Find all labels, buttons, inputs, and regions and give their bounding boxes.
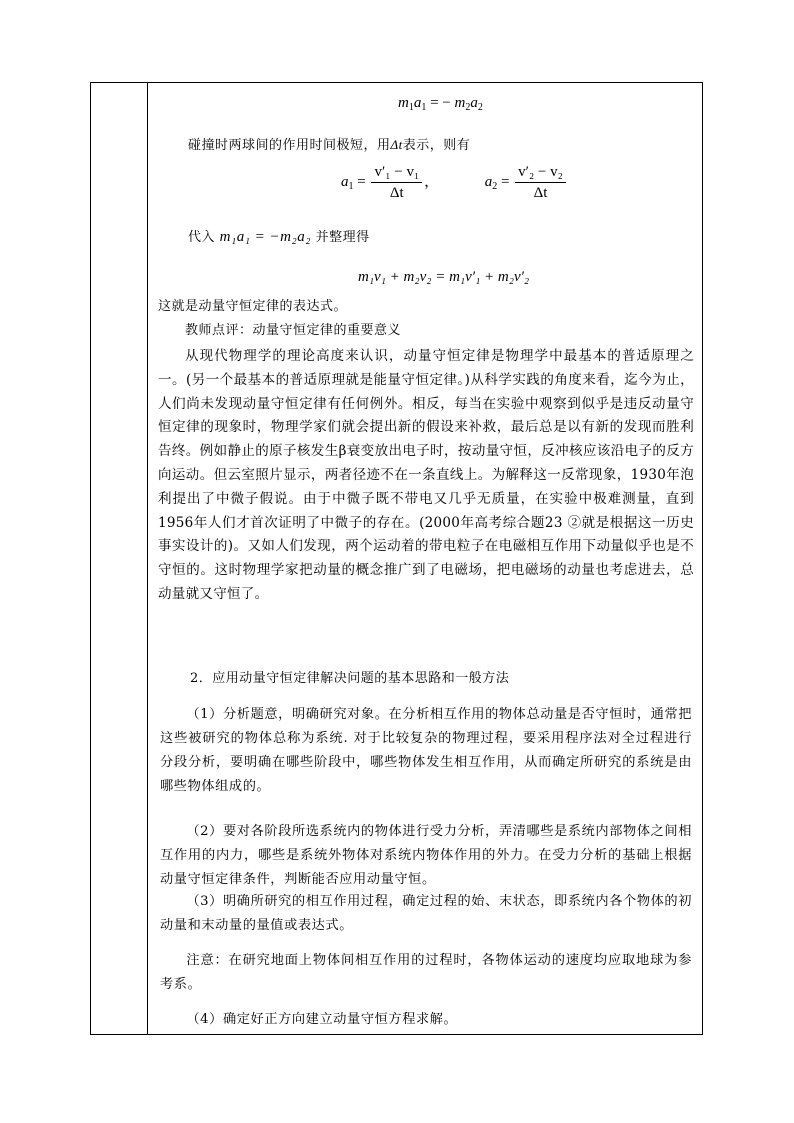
table-frame xyxy=(90,82,703,1035)
equation-momentum-conservation: m₁v₁ + m₂v₂ = m₁v′₁ + m₂v′₂ xyxy=(358,269,530,285)
fraction-a2: $\frac{\text{v′₂ − v₂}}{\Delta t}$ xyxy=(515,163,566,202)
table-content-cell xyxy=(148,83,702,1034)
table-left-column xyxy=(91,83,148,1034)
teacher-comment-heading: 教师点评：动量守恒定律的重要意义 xyxy=(185,323,402,338)
equation-m1a1-eq-neg-m2a2: $m_1a_1$ = − $m_2a_2$ xyxy=(398,95,483,113)
step-2-paragraph: （2）要对各阶段所选系统内的物体进行受力分析，弄清哪些是系统内部物体之间相互作用的内力，哪些是系统外物体对系统内物体作用的外力。在受力分析的基础上根据动量守恒定律条件，判断能否应用动量守恒。 xyxy=(160,824,692,887)
step-1-paragraph: （1）分析题意，明确研究对象。在分析相互作用的物体总动量是否守恒时，通常把这些被研究的物体总称为系统. 对于比较复杂的物理过程，要采用程序法对全过程进行分段分析，要明确在哪些阶段中，哪些物体发生相互作用，从而确定所研究的系统是由哪些物体组成的。 xyxy=(160,707,692,794)
section-2-title: 2．应用动量守恒定律解决问题的基本思路和一般方法 xyxy=(190,671,510,686)
substitute-sentence: 代入 m₁a₁ = −m₂a₂ 并整理得 xyxy=(188,229,370,245)
equation-accelerations: $a_1$ = $\frac{\text{v′₁ − v₁}}{\Delta t}$ ， $a_2$ = $\frac{\text{v′₂ − v₂}}{\Delta t}$ xyxy=(341,163,568,202)
collision-sentence: 碰撞时两球间的作用时间极短，用Δt表示，则有 xyxy=(188,137,471,153)
step-4-paragraph: （4）确定好正方向建立动量守恒方程求解。 xyxy=(186,1012,458,1027)
fraction-a1: $\frac{\text{v′₁ − v₁}}{\Delta t}$ xyxy=(371,163,422,202)
paragraph-significance: 从现代物理学的理论高度来认识，动量守恒定律是物理学中最基本的普适原理之一。(另一个最基本的普适原理就是能量守恒定律。)从科学实践的角度来看，迄今为止，人们尚未发现动量守恒定律有任何例外。相反，每当在实验中观察到似乎是违反动量守恒定律的现象时，物理学家们就会提出新的假设来补救，最后总是以有新的发现而胜利告终。例如静止的原子核发生β衰变放出电子时，按动量守恒，反冲核应该沿电子的反方向运动。但云室照片显示，两者径迹不在一条直线上。为解释这一反常现象，1930年泡利提出了中微子假说。由于中微子既不带电又几乎无质量，在实验中极难测量，直到1956年人们才首次证明了中微子的存在。(2000年高考综合题23 ②就是根据这一历史事实设计的)。又如人们发现，两个运动着的带电粒子在电磁相互作用下动量似乎也是不守恒的。这时物理学家把动量的概念推广到了电磁场，把电磁场的动量也考虑进去，总动量就又守恒了。 xyxy=(158,348,694,602)
conclusion-line: 这就是动量守恒定律的表达式。 xyxy=(158,299,348,314)
note-paragraph: 注意：在研究地面上物体间相互作用的过程时，各物体运动的速度均应取地球为参考系。 xyxy=(160,953,692,992)
step-3-paragraph: （3）明确所研究的相互作用过程，确定过程的始、末状态，即系统内各个物体的初动量和末动量的量值或表达式。 xyxy=(160,894,692,933)
